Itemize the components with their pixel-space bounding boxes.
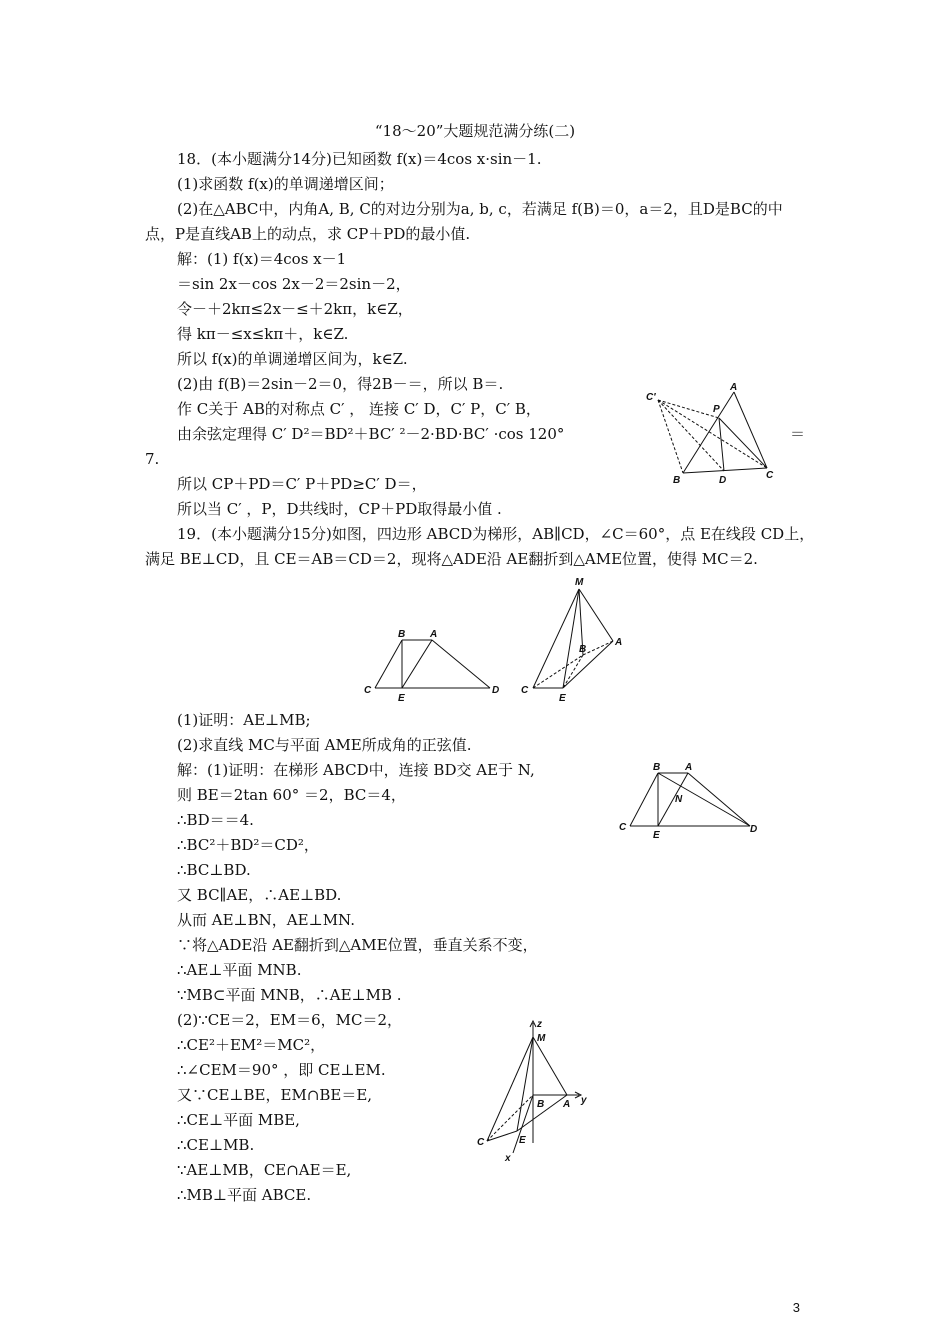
label-A: A <box>563 1099 571 1110</box>
solution-line: ∴∠CEM＝90° ，即 CE⊥EM. <box>177 1061 386 1079</box>
label-C: C <box>766 470 774 481</box>
label-y: y <box>581 1095 587 1106</box>
label-E: E <box>653 830 660 841</box>
label-D: D <box>719 475 727 486</box>
problem-19-statement-line2: 满足 BE⊥CD，且 CE＝AB＝CD＝2，现将△ADE沿 AE翻折到△AME位置，使得 MC＝2. <box>145 550 758 568</box>
label-C: C <box>364 685 372 696</box>
label-E: E <box>398 693 405 704</box>
problem-18-part2-line2: 点，P是直线AB上的动点，求 CP＋PD的最小值. <box>145 225 471 243</box>
solution-line: (2)由 f(B)＝2sin－2＝0，得2B－＝，所以 B＝. <box>177 375 504 393</box>
label-E: E <box>559 693 566 704</box>
solution-line: ∴BC⊥BD. <box>177 861 251 879</box>
solution-line: ＝ <box>790 425 806 443</box>
label-B: B <box>537 1099 545 1110</box>
solution-line: ∴CE⊥平面 MBE, <box>177 1111 300 1129</box>
figure-folded <box>515 575 635 705</box>
label-x: x <box>505 1153 511 1164</box>
solution-line: ∵将△ADE沿 AE翻折到△AME位置，垂直关系不变， <box>177 936 538 954</box>
label-A: A <box>615 637 623 648</box>
solution-line: 解：(1) f(x)＝4cos x－1 <box>177 250 347 268</box>
label-M: M <box>537 1033 546 1044</box>
label-C: C <box>477 1137 485 1148</box>
solution-line: ∵MB⊂平面 MNB，∴AE⊥MB . <box>177 986 402 1004</box>
label-B: B <box>653 762 661 773</box>
solution-line: 得 kπ－≤x≤kπ＋，k∈Z. <box>177 325 349 343</box>
figure-reflection <box>640 380 790 490</box>
solution-line: 7. <box>145 450 160 468</box>
page-title: “18～20”大题规范满分练(二) <box>374 122 576 140</box>
solution-line: 作 C关于 AB的对称点 C′ ， 连接 C′ D，C′ P，C′ B， <box>177 400 541 418</box>
label-A: A <box>685 762 693 773</box>
label-C-prime: C′ <box>646 392 656 403</box>
solution-line: 从而 AE⊥BN，AE⊥MN. <box>177 911 355 929</box>
solution-line: ∴MB⊥平面 ABCE. <box>177 1186 312 1204</box>
figure-trapezoid <box>360 625 510 705</box>
label-D: D <box>492 685 500 696</box>
solution-line: ∴BC²＋BD²＝CD²， <box>177 836 319 854</box>
problem-19-statement-line1: 19．(本小题满分15分)如图，四边形 ABCD为梯形，AB∥CD，∠C＝60°，点 E在线段 CD上， <box>177 525 815 543</box>
label-B: B <box>398 629 406 640</box>
label-M: M <box>575 577 584 588</box>
label-B: B <box>673 475 681 486</box>
label-A: A <box>730 382 738 393</box>
label-E: E <box>519 1135 526 1146</box>
page-number: 3 <box>792 1300 800 1315</box>
solution-line: 所以 f(x)的单调递增区间为，k∈Z. <box>177 350 408 368</box>
label-A: A <box>430 629 438 640</box>
solution-line: 又∵CE⊥BE，EM∩BE＝E, <box>177 1086 373 1104</box>
solution-line: 所以 CP＋PD＝C′ P＋PD≥C′ D＝， <box>177 475 427 493</box>
solution-line: 则 BE＝2tan 60° ＝2，BC＝4， <box>177 786 406 804</box>
label-C: C <box>619 822 627 833</box>
label-B: B <box>579 644 587 655</box>
problem-19-part1: (1)证明：AE⊥MB; <box>177 711 311 729</box>
solution-line: ∴AE⊥平面 MNB. <box>177 961 302 979</box>
label-N: N <box>675 794 683 805</box>
label-C: C <box>521 685 529 696</box>
solution-line: ∴BD＝＝4. <box>177 811 254 829</box>
problem-18-part1: (1)求函数 f(x)的单调递增区间； <box>177 175 394 193</box>
figure-coordinates <box>475 1015 595 1165</box>
solution-line: 解：(1)证明：在梯形 ABCD中，连接 BD交 AE于 N, <box>177 761 535 779</box>
label-D: D <box>750 824 758 835</box>
problem-18-part2-line1: (2)在△ABC中，内角A, B, C的对边分别为a, b, c，若满足 f(B)＝0，a＝2，且D是BC的中 <box>177 200 783 218</box>
solution-line: 又 BC∥AE，∴AE⊥BD. <box>177 886 342 904</box>
solution-line: 所以当 C′ ，P，D共线时，CP＋PD取得最小值 . <box>177 500 502 518</box>
solution-line: 令－＋2kπ≤2x－≤＋2kπ，k∈Z， <box>177 300 413 318</box>
solution-line: ∴CE²＋EM²＝MC²， <box>177 1036 326 1054</box>
solution-line: ∵AE⊥MB，CE∩AE＝E, <box>177 1161 352 1179</box>
label-z: z <box>537 1019 542 1030</box>
solution-line: 由余弦定理得 C′ D²＝BD²＋BC′ ²－2·BD·BC′ ·cos 120° <box>177 425 565 443</box>
solution-line: (2)∵CE＝2，EM＝6，MC＝2， <box>177 1011 402 1029</box>
solution-line: ∴CE⊥MB. <box>177 1136 255 1154</box>
problem-18-statement: 18．(本小题满分14分)已知函数 f(x)＝4cos x·sin－1. <box>177 150 542 168</box>
solution-line: ＝sin 2x－cos 2x－2＝2sin－2， <box>177 275 411 293</box>
label-P: P <box>713 404 720 415</box>
figure-trapezoid-n <box>615 760 765 840</box>
problem-19-part2: (2)求直线 MC与平面 AME所成角的正弦值. <box>177 736 472 754</box>
